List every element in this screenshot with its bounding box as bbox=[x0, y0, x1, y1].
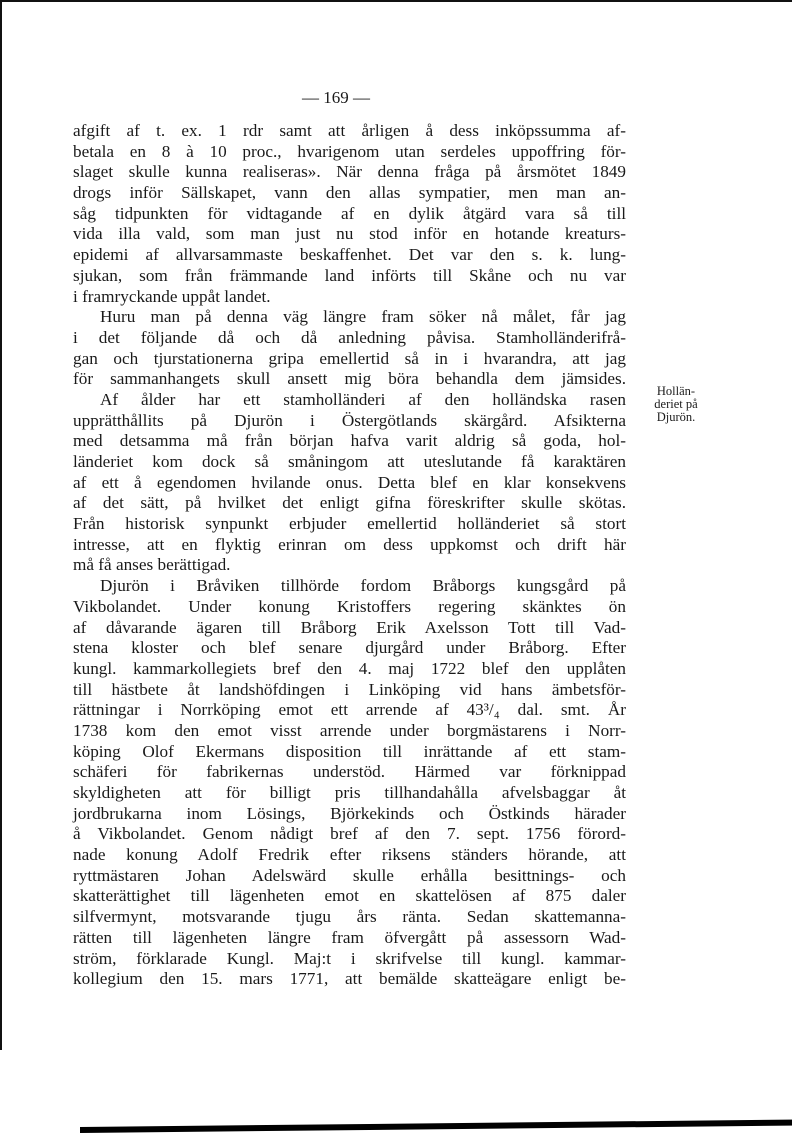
text-line: köping Olof Ekermans disposition till inrättande af ett stam- bbox=[73, 741, 626, 761]
text-line: kollegium den 15. mars 1771, att bemälde skatteägare enligt be- bbox=[73, 969, 626, 989]
text-line: drogs inför Sällskapet, vann den allas sympatier, men man an- bbox=[73, 183, 626, 203]
text-line: med detsamma må från början hafva varit aldrig så goda, hol- bbox=[73, 431, 626, 451]
text-line: 1738 kom den emot visst arrende under borgmästarens i Norr- bbox=[73, 720, 626, 740]
page-number: — 169 — bbox=[302, 88, 370, 107]
text-line: kungl. kammarkollegiets bref den 4. maj 1722 blef den upplåten bbox=[73, 658, 626, 678]
text-line: för sammanhangets skull ansett mig böra behandla dem jämsides. bbox=[73, 369, 626, 389]
marginal-note bbox=[636, 385, 716, 424]
marginal-note-line: deriet på bbox=[654, 397, 698, 411]
text-line: schäferi för fabrikernas understöd. Härmed var förknippad bbox=[73, 762, 626, 782]
marginal-note-line: Djurön. bbox=[656, 410, 696, 424]
text-line: rättningar i Norrköping emot ett arrende af 43³/₄ dal. smt. År bbox=[73, 700, 626, 720]
text-line: silfvermynt, motsvarande tjugu års ränta. Sedan skattemanna- bbox=[73, 907, 626, 927]
text-line: Från historisk synpunkt erbjuder emellertid holländeriet så stort bbox=[73, 514, 626, 534]
text-line: af det sätt, på hvilket det enligt gifna föreskrifter skulle skötas. bbox=[73, 493, 626, 513]
text-line: ryttmästaren Johan Adelswärd skulle erhålla besittnings- och bbox=[73, 865, 626, 885]
body-text bbox=[73, 121, 626, 990]
text-line: ström, förklarade Kungl. Maj:t i skrifvelse till kungl. kammar- bbox=[73, 948, 626, 968]
text-line: skatterättighet till lägenheten emot en skattelösen af 875 daler bbox=[73, 886, 626, 906]
scan-border-bottom bbox=[80, 1119, 792, 1133]
text-line: Huru man på denna väg längre fram söker nå målet, får jag bbox=[100, 307, 626, 327]
text-line: i framryckande uppåt landet. bbox=[73, 286, 271, 306]
text-line: betala en 8 à 10 proc., hvarigenom utan serdeles uppoffring för- bbox=[73, 141, 626, 161]
text-line: slaget skulle kunna realiseras». När denna fråga på årsmötet 1849 bbox=[73, 162, 626, 182]
text-line: afgift af t. ex. 1 rdr samt att årligen å dess inköpssumma af- bbox=[73, 121, 626, 140]
text-line: af ett å egendomen hvilande onus. Detta blef en klar konsekvens bbox=[73, 472, 626, 492]
scan-border-top bbox=[0, 0, 792, 2]
text-line: skyldigheten att för billigt pris tillhandahålla afvelsbaggar åt bbox=[73, 783, 626, 802]
text-line: till hästbete åt landshöfdingen i Linköping vid hans ämbetsför- bbox=[73, 679, 626, 699]
text-line: upprätthållits på Djurön i Östergötlands skärgård. Afsikterna bbox=[73, 410, 626, 430]
marginal-note-line: Hollän- bbox=[656, 384, 696, 398]
text-line: såg tidpunkten för vidtagande af en dylik åtgärd vara så till bbox=[73, 203, 626, 223]
text-line: gan och tjurstationerna gripa emellertid så in i hvarandra, att jag bbox=[73, 348, 626, 368]
text-line: vida illa vald, som man just nu stod inför en hotande kreaturs- bbox=[73, 224, 626, 244]
text-line: å Vikbolandet. Genom nådigt bref af den 7. sept. 1756 förord- bbox=[73, 824, 626, 844]
scan-border-left bbox=[0, 0, 2, 1050]
text-line: Af ålder har ett stamholländeri af den holländska rasen bbox=[100, 389, 626, 409]
text-line: af dåvarande ägaren till Bråborg Erik Axelsson Tott till Vad- bbox=[73, 617, 626, 637]
text-line: stena kloster och blef senare djurgård under Bråborg. Efter bbox=[73, 638, 626, 658]
text-line: må få anses berättigad. bbox=[73, 555, 231, 575]
text-line: epidemi af allvarsammaste beskaffenhet. Det var den s. k. lung- bbox=[73, 245, 626, 265]
text-line: sjukan, som från främmande land införts till Skåne och nu var bbox=[73, 265, 626, 285]
text-line: jordbrukarna inom Lösings, Björkekinds och Östkinds härader bbox=[73, 803, 626, 823]
text-line: rätten till lägenheten längre fram öfvergått på assessorn Wad- bbox=[73, 927, 626, 947]
text-line: Vikbolandet. Under konung Kristoffers regering skänktes ön bbox=[73, 596, 626, 616]
text-line: länderiet kom dock så småningom att uteslutande få karaktären bbox=[73, 452, 626, 471]
text-line: nade konung Adolf Fredrik efter riksens ständers hörande, att bbox=[73, 845, 626, 865]
text-line: i det följande då och då anledning påvisa. Stamholländerifrå- bbox=[73, 327, 626, 347]
text-line: intresse, att en flyktig erinran om dess uppkomst och drift här bbox=[73, 534, 626, 554]
text-line: Djurön i Bråviken tillhörde fordom Bråborgs kungsgård på bbox=[100, 576, 626, 596]
